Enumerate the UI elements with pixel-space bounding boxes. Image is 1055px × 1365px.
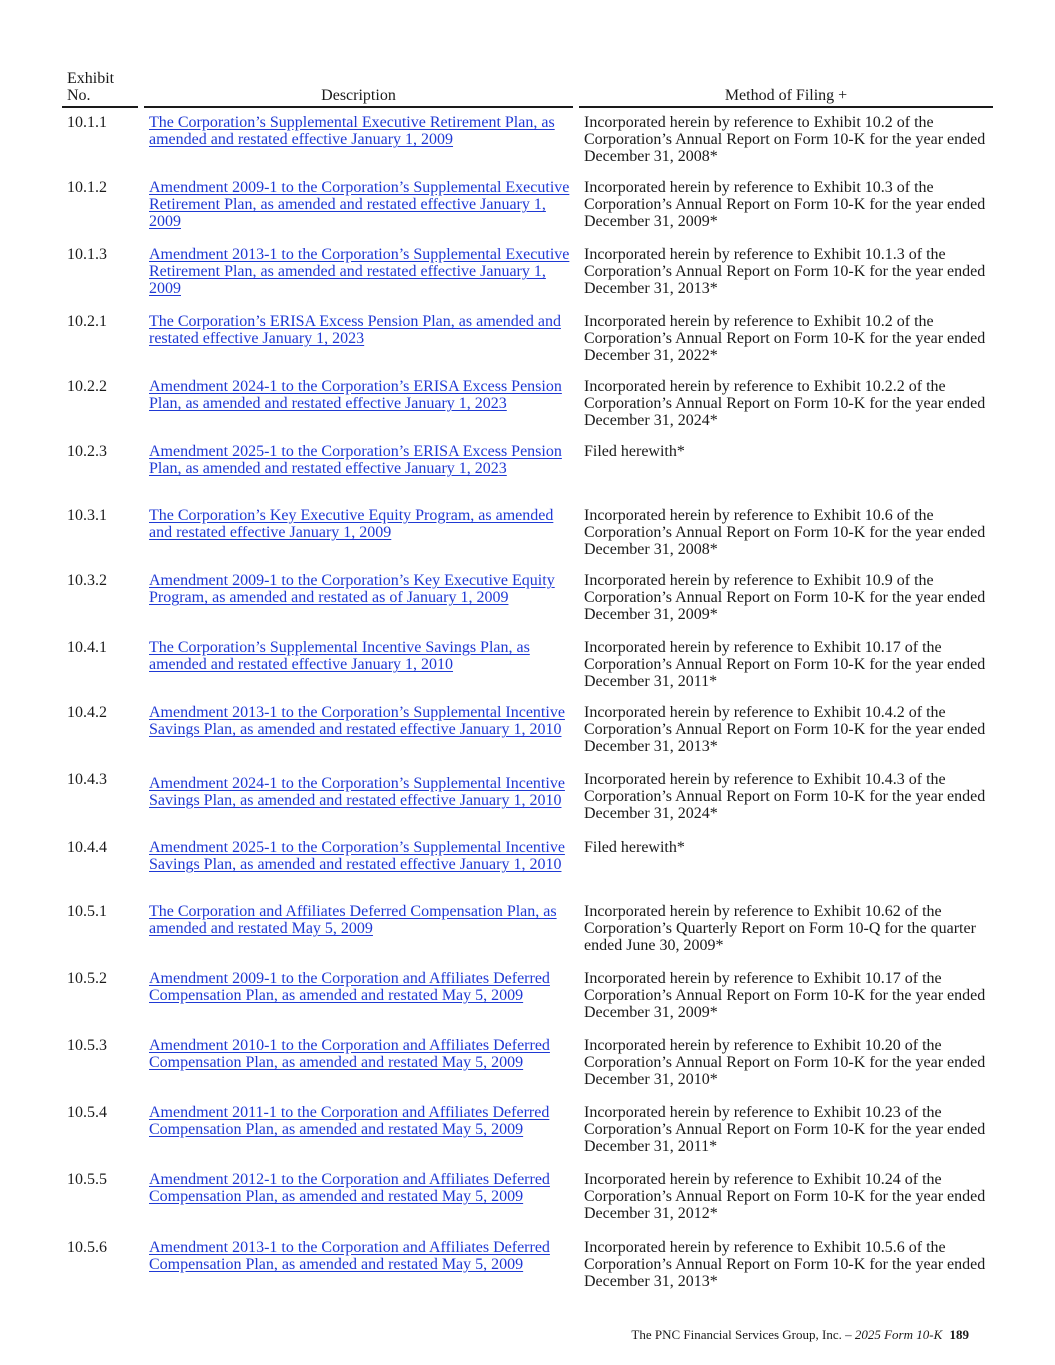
exhibit-number: 10.1.3: [67, 246, 107, 263]
method-of-filing: Incorporated herein by reference to Exhibit 10.5.6 of the Corporation’s Annual Report on Form 10-K for the year ended December 31, 2013*: [584, 1239, 986, 1291]
exhibit-description-link[interactable]: Amendment 2013-1 to the Corporation’s Supplemental Executive Retirement Plan, as amended and restated effective January 1, 2009: [149, 246, 570, 298]
exhibit-description-link[interactable]: Amendment 2012-1 to the Corporation and Affiliates Deferred Compensation Plan, as amended and restated May 5, 2009: [149, 1171, 550, 1206]
method-of-filing: Incorporated herein by reference to Exhibit 10.2 of the Corporation’s Annual Report on Form 10-K for the year ended December 31, 2008*: [584, 114, 986, 166]
column-header-method-label: Method of Filing +: [724, 86, 848, 104]
method-of-filing: Incorporated herein by reference to Exhibit 10.2 of the Corporation’s Annual Report on Form 10-K for the year ended December 31, 2022*: [584, 313, 986, 365]
exhibit-number: 10.5.4: [67, 1104, 107, 1121]
exhibit-description-link[interactable]: Amendment 2009-1 to the Corporation’s Supplemental Executive Retirement Plan, as amended and restated effective January 1, 2009: [149, 179, 570, 231]
exhibit-description-cell: [149, 1037, 573, 1071]
exhibit-number: 10.4.3: [67, 771, 107, 788]
method-of-filing: Incorporated herein by reference to Exhibit 10.62 of the Corporation’s Quarterly Report on Form 10-Q for the quarter ended June 30, 2009*: [584, 903, 976, 955]
method-of-filing: Incorporated herein by reference to Exhibit 10.1.3 of the Corporation’s Annual Report on Form 10-K for the year ended December 31, 2013*: [584, 246, 986, 298]
exhibit-number: 10.1.1: [67, 114, 107, 131]
method-of-filing: Incorporated herein by reference to Exhibit 10.23 of the Corporation’s Annual Report on Form 10-K for the year ended December 31, 2011*: [584, 1104, 986, 1156]
exhibit-number: 10.2.1: [67, 313, 107, 330]
exhibit-description-cell: [149, 507, 573, 541]
exhibit-number: 10.2.2: [67, 378, 107, 395]
exhibit-description-cell: [149, 839, 573, 873]
exhibit-description-link[interactable]: Amendment 2011-1 to the Corporation and Affiliates Deferred Compensation Plan, as amended and restated May 5, 2009: [149, 1104, 550, 1139]
exhibit-number: 10.4.1: [67, 639, 107, 656]
method-of-filing: Incorporated herein by reference to Exhibit 10.4.2 of the Corporation’s Annual Report on Form 10-K for the year ended December 31, 2013*: [584, 704, 986, 756]
exhibit-description-link[interactable]: The Corporation’s ERISA Excess Pension Plan, as amended and restated effective January 1, 2023: [149, 313, 561, 348]
exhibit-number: 10.5.5: [67, 1171, 107, 1188]
page-footer: [631, 1326, 969, 1343]
exhibit-description-link[interactable]: Amendment 2013-1 to the Corporation and Affiliates Deferred Compensation Plan, as amended and restated May 5, 2009: [149, 1239, 550, 1274]
method-of-filing: Incorporated herein by reference to Exhibit 10.20 of the Corporation’s Annual Report on Form 10-K for the year ended December 31, 2010*: [584, 1037, 986, 1089]
exhibit-number: 10.3.1: [67, 507, 107, 524]
exhibit-number: 10.5.1: [67, 903, 107, 920]
footer-page-number: 189: [949, 1327, 969, 1342]
method-of-filing: Filed herewith*: [584, 443, 685, 460]
exhibit-description-cell: [149, 1239, 573, 1273]
method-of-filing: Incorporated herein by reference to Exhibit 10.24 of the Corporation’s Annual Report on Form 10-K for the year ended December 31, 2012*: [584, 1171, 986, 1223]
column-header-description: [144, 66, 573, 108]
exhibit-description-link[interactable]: Amendment 2025-1 to the Corporation’s ERISA Excess Pension Plan, as amended and restated effective January 1, 2023: [149, 443, 562, 478]
footer-form: 2025 Form 10-K: [854, 1327, 943, 1342]
exhibit-description-cell: [149, 313, 573, 347]
exhibit-description-link[interactable]: Amendment 2013-1 to the Corporation’s Supplemental Incentive Savings Plan, as amended and restated effective January 1, 2010: [149, 704, 565, 739]
exhibit-description-cell: [149, 775, 573, 809]
method-of-filing: Incorporated herein by reference to Exhibit 10.9 of the Corporation’s Annual Report on Form 10-K for the year ended December 31, 2009*: [584, 572, 986, 624]
column-header-method-of-filing: [579, 66, 993, 108]
exhibit-number: 10.2.3: [67, 443, 107, 460]
exhibit-description-link[interactable]: Amendment 2010-1 to the Corporation and Affiliates Deferred Compensation Plan, as amended and restated May 5, 2009: [149, 1037, 550, 1072]
exhibit-description-link[interactable]: Amendment 2025-1 to the Corporation’s Supplemental Incentive Savings Plan, as amended and restated effective January 1, 2010: [149, 839, 565, 874]
method-of-filing: Incorporated herein by reference to Exhibit 10.17 of the Corporation’s Annual Report on Form 10-K for the year ended December 31, 2011*: [584, 639, 986, 691]
exhibit-number: 10.5.3: [67, 1037, 107, 1054]
exhibit-description-link[interactable]: The Corporation’s Key Executive Equity Program, as amended and restated effective January 1, 2009: [149, 507, 554, 542]
exhibit-description-link[interactable]: Amendment 2024-1 to the Corporation’s ERISA Excess Pension Plan, as amended and restated effective January 1, 2023: [149, 378, 562, 413]
column-header-description-label: Description: [321, 86, 396, 104]
exhibit-description-link[interactable]: Amendment 2024-1 to the Corporation’s Supplemental Incentive Savings Plan, as amended and restated effective January 1, 2010: [149, 775, 565, 810]
exhibit-number: 10.3.2: [67, 572, 107, 589]
column-header-exhibit-no-label: Exhibit No.: [67, 69, 115, 104]
exhibit-number: 10.4.2: [67, 704, 107, 721]
exhibit-description-cell: [149, 1171, 573, 1205]
exhibit-number: 10.5.6: [67, 1239, 107, 1256]
exhibit-description-cell: [149, 903, 573, 937]
exhibit-description-cell: [149, 970, 573, 1004]
method-of-filing: Incorporated herein by reference to Exhibit 10.4.3 of the Corporation’s Annual Report on Form 10-K for the year ended December 31, 2024*: [584, 771, 986, 823]
exhibit-description-cell: [149, 443, 573, 477]
exhibit-description-cell: [149, 378, 573, 412]
exhibit-number: 10.5.2: [67, 970, 107, 987]
exhibit-description-link[interactable]: The Corporation’s Supplemental Executive Retirement Plan, as amended and restated effective January 1, 2009: [149, 114, 555, 149]
exhibit-number: 10.1.2: [67, 179, 107, 196]
exhibit-description-cell: [149, 114, 573, 148]
method-of-filing: Incorporated herein by reference to Exhibit 10.6 of the Corporation’s Annual Report on Form 10-K for the year ended December 31, 2008*: [584, 507, 986, 559]
exhibit-description-cell: [149, 246, 573, 298]
exhibit-description-cell: [149, 639, 573, 673]
exhibit-description-link[interactable]: The Corporation and Affiliates Deferred Compensation Plan, as amended and restated May 5, 2009: [149, 903, 557, 938]
exhibit-description-cell: [149, 704, 573, 738]
method-of-filing: Filed herewith*: [584, 839, 685, 856]
exhibit-number: 10.4.4: [67, 839, 107, 856]
method-of-filing: Incorporated herein by reference to Exhibit 10.17 of the Corporation’s Annual Report on Form 10-K for the year ended December 31, 2009*: [584, 970, 986, 1022]
exhibit-description-cell: [149, 179, 573, 231]
column-header-exhibit-no: [62, 66, 138, 108]
exhibit-description-link[interactable]: Amendment 2009-1 to the Corporation’s Key Executive Equity Program, as amended and restated as of January 1, 2009: [149, 572, 555, 607]
exhibit-description-cell: [149, 572, 573, 606]
method-of-filing: Incorporated herein by reference to Exhibit 10.3 of the Corporation’s Annual Report on Form 10-K for the year ended December 31, 2009*: [584, 179, 986, 231]
exhibit-description-link[interactable]: Amendment 2009-1 to the Corporation and Affiliates Deferred Compensation Plan, as amended and restated May 5, 2009: [149, 970, 550, 1005]
exhibit-description-cell: [149, 1104, 573, 1138]
exhibit-description-link[interactable]: The Corporation’s Supplemental Incentive Savings Plan, as amended and restated effective January 1, 2010: [149, 639, 530, 674]
method-of-filing: Incorporated herein by reference to Exhibit 10.2.2 of the Corporation’s Annual Report on Form 10-K for the year ended December 31, 2024*: [584, 378, 986, 430]
footer-company: The PNC Financial Services Group, Inc. –: [631, 1327, 852, 1342]
